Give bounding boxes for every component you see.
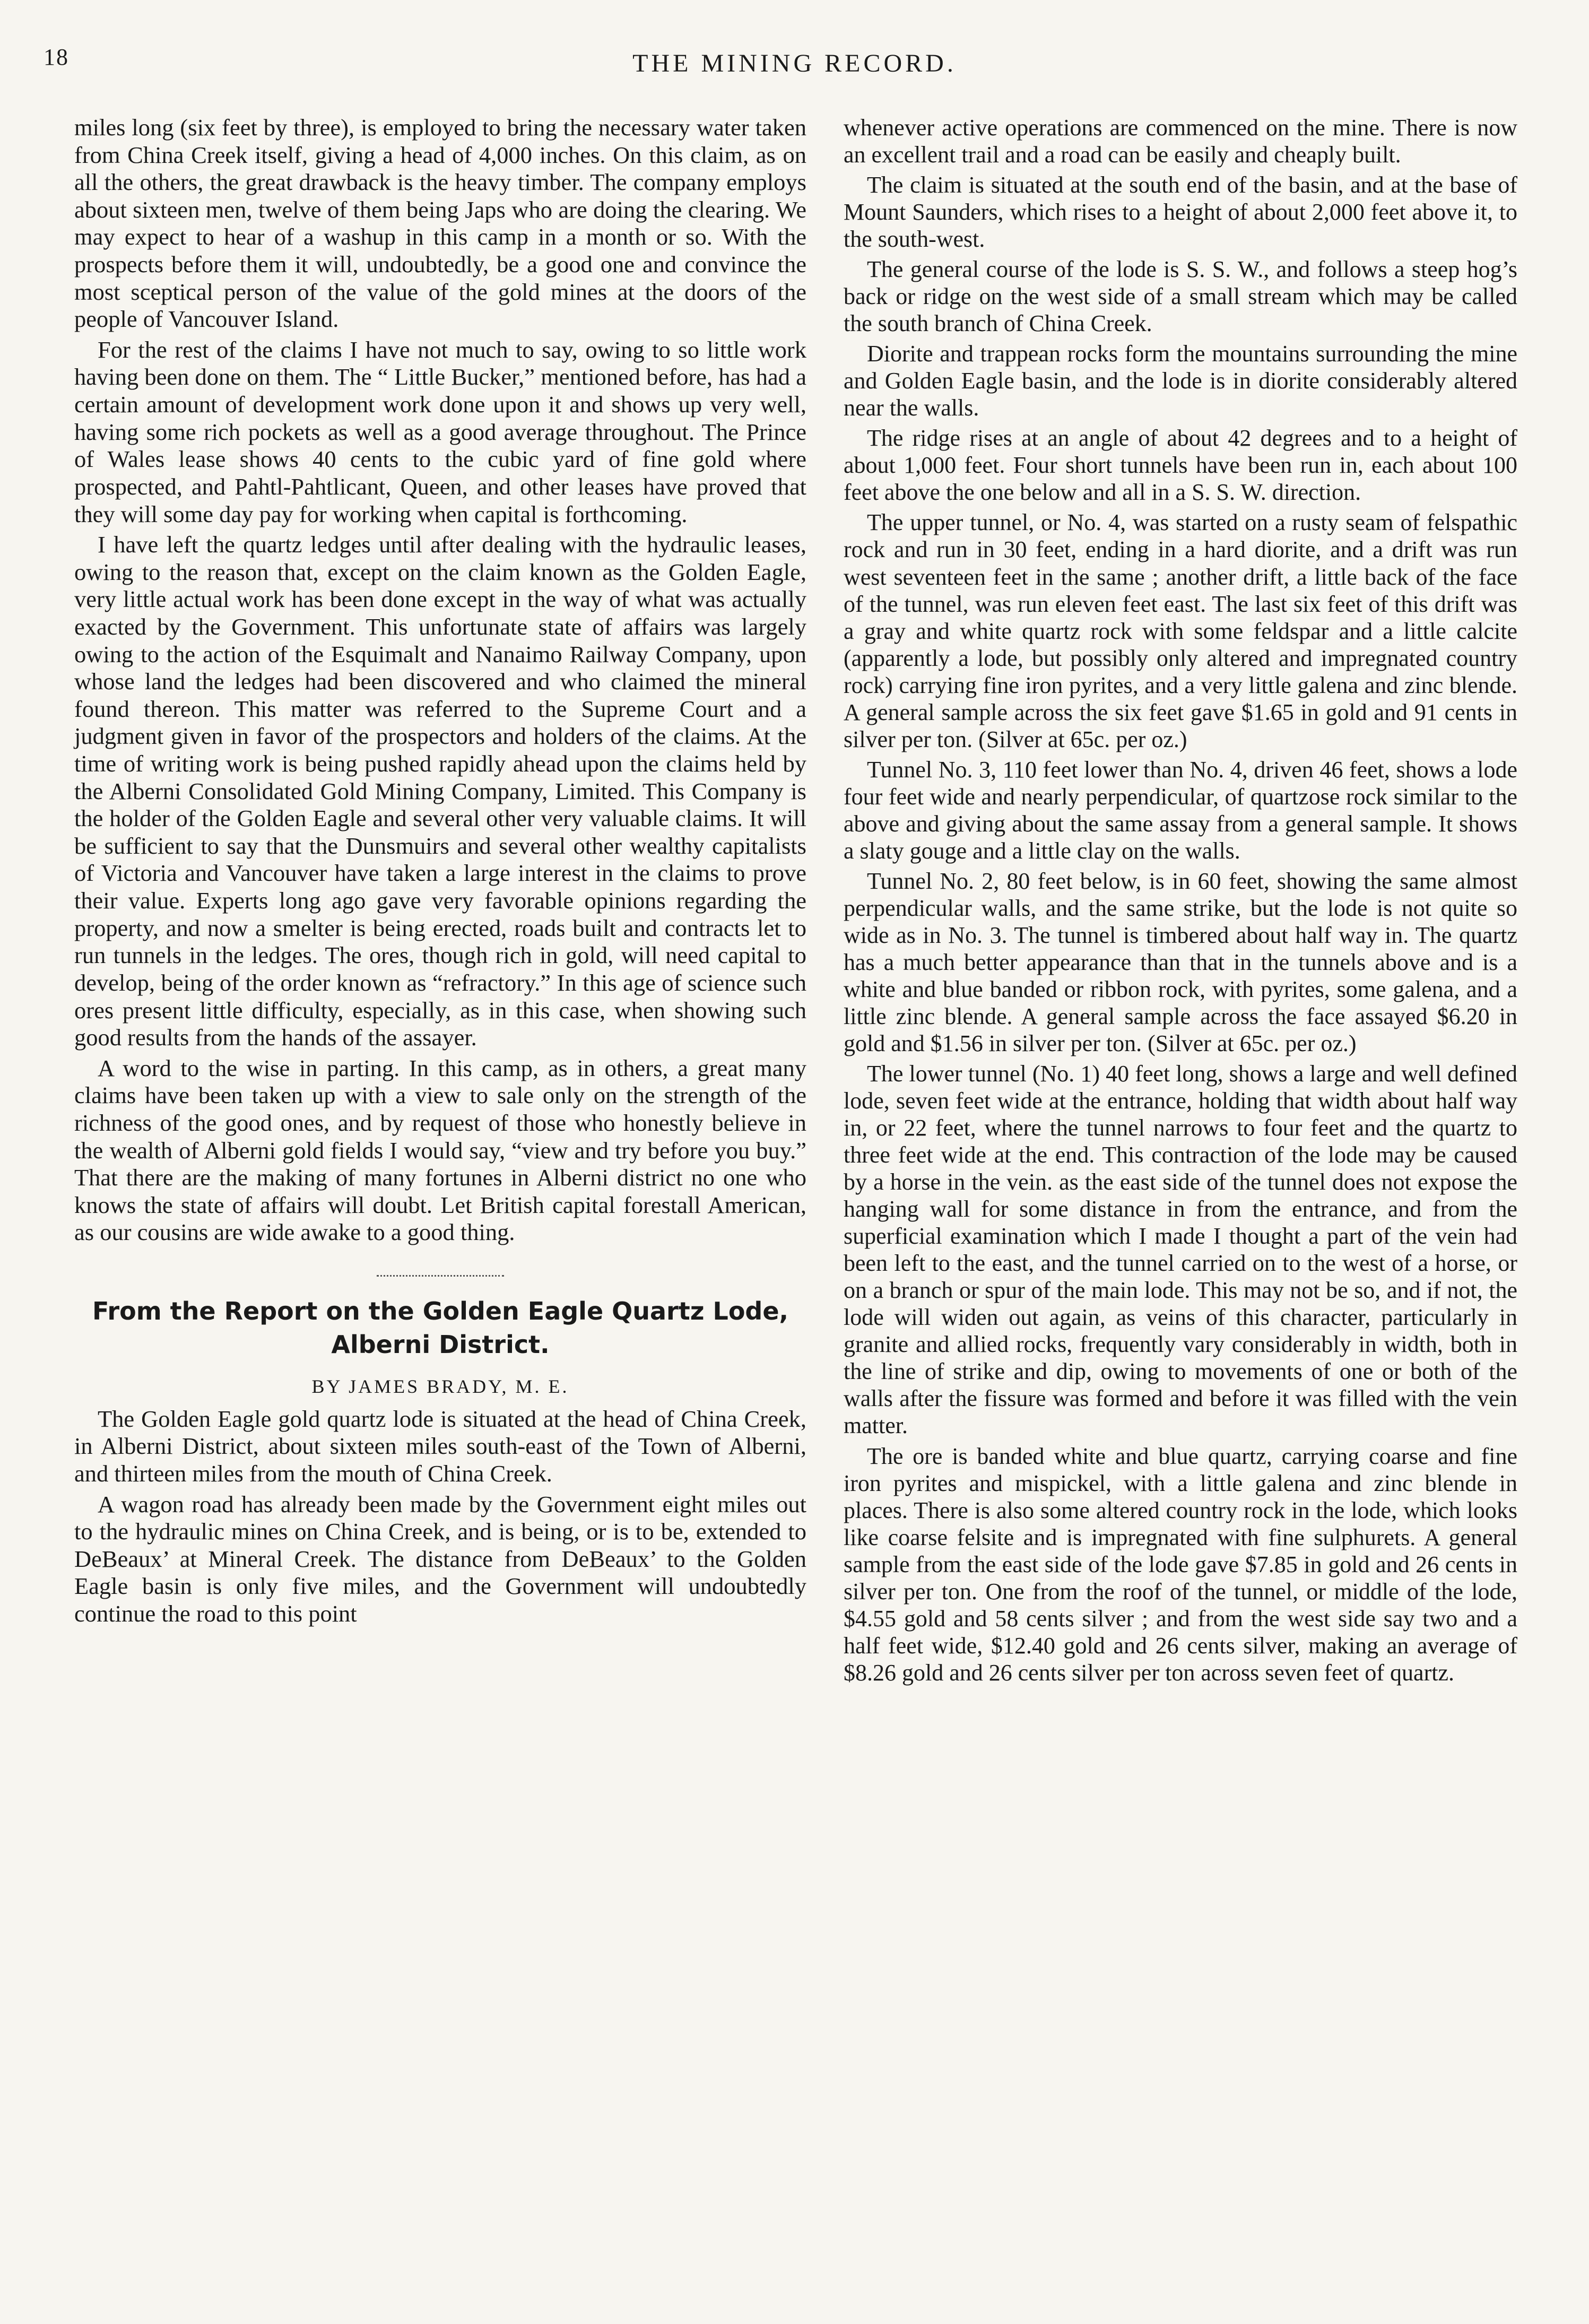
left-column <box>74 114 806 1628</box>
left-paragraph-1: miles long (six feet by three), is employed to bring the necessary water taken from China Creek itself, giving a head of 4,000 inches. On this claim, as on all the others, the great drawback is the heavy timber. The company employs about sixteen men, twelve of them being Japs who are doing the clearing. We may expect to hear of a washup in this camp in a month or so. With the prospects before them it will, undoubtedly, be a good one and convince the most sceptical person of the value of the gold mines at the doors of the people of Vancouver Island. <box>74 114 806 333</box>
left-paragraph-4: A word to the wise in parting. In this camp, as in others, a great many claims have been taken up with a view to sale only on the strength of the richness of the good ones, and by request of those who honestly believe in the wealth of Alberni gold fields I would say, “view and try before you buy.” That there are the making of many fortunes in Alberni district no one who knows the state of affairs will doubt. Let British capital forestall American, as our cousins are wide awake to a good thing. <box>74 1054 806 1246</box>
right-paragraph-3: The general course of the lode is S. S. W., and follows a steep hog’s back or ridge on the west side of a small stream which may be called the south branch of China Creek. <box>844 256 1517 337</box>
article-paragraph-2: A wagon road has already been made by the Government eight miles out to the hydraulic mines on China Creek, and is being, or is to be, extended to DeBeaux’ at Mineral Creek. The distance from DeBeaux’ to the Golden Eagle basin is only five miles, and the Government will undoubtedly continue the road to this point <box>74 1490 806 1627</box>
right-column <box>844 114 1517 1686</box>
right-paragraph-7: Tunnel No. 3, 110 feet lower than No. 4, driven 46 feet, shows a lode four feet wide and nearly perpendicular, of quartzose rock similar to the above and giving about the same assay from a general sample. It shows a slaty gouge and a little clay on the walls. <box>844 756 1517 864</box>
right-paragraph-5: The ridge rises at an angle of about 42 degrees and to a height of about 1,000 feet. Four short tunnels have been run in, each about 100 feet above the one below and all in a S. S. W. direction. <box>844 425 1517 506</box>
right-paragraph-1: whenever active operations are commenced on the mine. There is now an excellent trail and a road can be easily and cheaply built. <box>844 115 1517 168</box>
right-paragraph-4: Diorite and trappean rocks form the mountains surrounding the mine and Golden Eagle basin, and the lode is in diorite considerably altered near the walls. <box>844 341 1517 421</box>
right-paragraph-10: The ore is banded white and blue quartz, carrying coarse and fine iron pyrites and mispickel, with a little galena and zinc blende in places. There is also some altered country rock in the lode, which looks like coarse felsite and is impregnated with fine sulphurets. A general sample from the east side of the lode gave $7.85 in gold and 26 cents in silver per ton. One from the roof of the tunnel, or middle of the lode, $4.55 gold and 58 cents silver ; and from the west side say two and a half feet wide, $12.40 gold and 26 cents silver, making an average of $8.26 gold and 26 cents silver per ton across seven feet of quartz. <box>844 1443 1517 1686</box>
right-paragraph-8: Tunnel No. 2, 80 feet below, is in 60 feet, showing the same almost perpendicular walls, and the same strike, but the lode is not quite so wide as in No. 3. The tunnel is timbered about half way in. The quartz has a much better appearance than that in the tunnels above and is a white and blue banded or ribbon rock, with pyrites, some galena, and a little zinc blende. A general sample across the face assayed $6.20 in gold and $1.56 in silver per ton. (Silver at 65c. per oz.) <box>844 868 1517 1057</box>
article-byline: BY JAMES BRADY, M. E. <box>311 1376 569 1398</box>
page-number: 18 <box>44 44 69 70</box>
right-paragraph-9: The lower tunnel (No. 1) 40 feet long, shows a large and well defined lode, seven feet wide at the entrance, holding that width about half way in, or 22 feet, where the tunnel narrows to four feet and the quartz to three feet wide at the end. This contraction of the lode may be caused by a horse in the vein. as the east side of the tunnel does not expose the hanging wall for some distance in from the entrance, and from the superficial examination which I made I thought a part of the vein had been left to the east, and the tunnel carried on to the west of a horse, or on a branch or spur of the main lode. This may not be so, and if not, the lode will widen out again, as veins of this character, particularly in granite and allied rocks, frequently vary considerably in width, both in the line of strike and dip, owing to movements of one or both of the walls after the fissure was formed and before it was filled with the vein matter. <box>844 1061 1517 1439</box>
left-paragraph-3: I have left the quartz ledges until after dealing with the hydraulic leases, owing to the reason that, except on the claim known as the Golden Eagle, very little actual work has been done except in the way of what was actually exacted by the Government. This unfortunate state of affairs was largely owing to the action of the Esquimalt and Nanaimo Railway Company, upon whose land the ledges had been discovered and who claimed the mineral found thereon. This matter was referred to the Supreme Court and a judgment given in favor of the prospectors and holders of the claims. At the time of writing work is being pushed rapidly ahead upon the claims held by the Alberni Consolidated Gold Mining Company, Limited. This Company is the holder of the Golden Eagle and several other very valuable claims. It will be sufficient to say that the Dunsmuirs and several other wealthy capitalists of Victoria and Vancouver have taken a large interest in the claims to prove their value. Experts long ago gave very favorable opinions regarding the property, and now a smelter is being erected, roads built and contracts let to run tunnels in the ledges. The ores, though rich in gold, will need capital to develop, being of the order known as “refractory.” In this age of science such ores present little difficulty, especially, as in this case, when showing such good results from the hands of the assayer. <box>74 531 806 1051</box>
article-title: From the Report on the Golden Eagle Quartz Lode, Alberni District. <box>92 1296 789 1359</box>
right-paragraph-2: The claim is situated at the south end of the basin, and at the base of Mount Saunders, which rises to a height of about 2,000 feet above it, to the south-west. <box>844 172 1517 253</box>
running-head-title: THE MINING RECORD. <box>632 49 957 77</box>
left-paragraph-2: For the rest of the claims I have not much to say, owing to so little work having been done on them. The “ Little Bucker,” mentioned before, has had a certain amount of development work done upon it and shows up very well, having some rich pockets as well as a good average throughout. The Prince of Wales lease shows 40 cents to the cubic yard of fine gold where prospected, and Pahtl-Pahtlicant, Queen, and other leases have proved that they will some day pay for working when capital is forthcoming. <box>74 336 806 527</box>
right-paragraph-6: The upper tunnel, or No. 4, was started on a rusty seam of felspathic rock and run in 30 feet, ending in a hard diorite, and a drift was run west seventeen feet in the same ; another drift, a little back of the face of the tunnel, was run eleven feet east. The last six feet of this drift was a gray and white quartz rock with some feldspar and a little calcite (apparently a lode, but possibly only altered and impregnated country rock) carrying fine iron pyrites, and a very little galena and zinc blende. A general sample across the six feet gave $1.65 in gold and 91 cents in silver per ton. (Silver at 65c. per oz.) <box>844 509 1517 752</box>
section-divider <box>377 1275 504 1277</box>
article-paragraph-1: The Golden Eagle gold quartz lode is situated at the head of China Creek, in Alberni District, about sixteen miles south-east of the Town of Alberni, and thirteen miles from the mouth of China Creek. <box>74 1405 806 1487</box>
